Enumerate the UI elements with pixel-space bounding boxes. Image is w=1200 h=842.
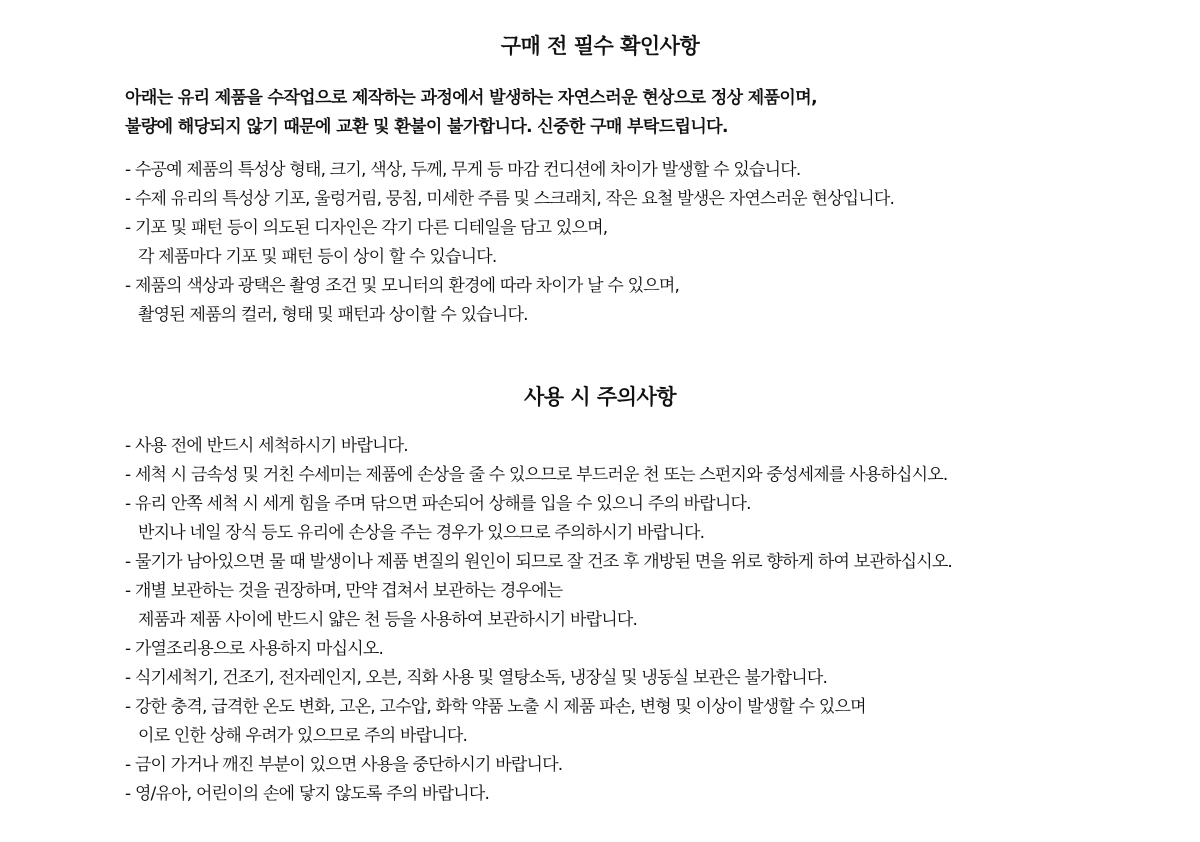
list-item-text: - 강한 충격, 급격한 온도 변화, 고온, 고수압, 화학 약품 노출 시 제품 파손, 변형 및 이상이 발생할 수 있으며 <box>125 697 866 717</box>
usage-section-title: 사용 시 주의사항 <box>523 385 677 409</box>
list-item-continuation: 반지나 네일 장식 등도 유리에 손상을 주는 경우가 있으므로 주의하시기 바랍니다. <box>138 523 705 543</box>
purchase-check-list <box>125 156 1125 330</box>
list-item-text: - 가열조리용으로 사용하지 마십시오. <box>125 639 384 659</box>
purchase-notice-line: 아래는 유리 제품을 수작업으로 제작하는 과정에서 발생하는 자연스러운 현상으로 정상 제품이며, <box>125 88 817 108</box>
list-item <box>125 272 1125 330</box>
list-item <box>125 751 1125 780</box>
list-item-continuation: 제품과 제품 사이에 반드시 얇은 천 등을 사용하여 보관하시기 바랍니다. <box>138 610 638 630</box>
list-item <box>125 490 1125 548</box>
list-item <box>125 548 1125 577</box>
purchase-notice-line: 불량에 해당되지 않기 때문에 교환 및 환불이 불가합니다. 신중한 구매 부탁드립니다. <box>125 117 728 137</box>
list-item-text: - 세척 시 금속성 및 거친 수세미는 제품에 손상을 줄 수 있으므로 부드러운 천 또는 스펀지와 중성세제를 사용하십시오. <box>125 465 948 485</box>
list-item-continuation: 이로 인한 상해 우려가 있으므로 주의 바랍니다. <box>138 726 468 746</box>
list-item-text: - 사용 전에 반드시 세척하시기 바랍니다. <box>125 436 408 456</box>
list-item <box>125 185 1125 214</box>
list-item-continuation: 촬영된 제품의 컬러, 형태 및 패턴과 상이할 수 있습니다. <box>138 305 528 325</box>
list-item <box>125 432 1125 461</box>
list-item-text: - 금이 가거나 깨진 부분이 있으면 사용을 중단하시기 바랍니다. <box>125 755 563 775</box>
list-item-text: - 식기세척기, 건조기, 전자레인지, 오븐, 직화 사용 및 열탕소독, 냉장실 및 냉동실 보관은 불가합니다. <box>125 668 828 688</box>
list-item-text: - 기포 및 패턴 등이 의도된 디자인은 각기 다른 디테일을 담고 있으며, <box>125 218 608 238</box>
list-item-text: - 유리 안쪽 세척 시 세게 힘을 주며 닦으면 파손되어 상해를 입을 수 있으니 주의 바랍니다. <box>125 494 751 514</box>
list-item <box>125 461 1125 490</box>
list-item <box>125 214 1125 272</box>
list-item <box>125 156 1125 185</box>
list-item-continuation: 각 제품마다 기포 및 패턴 등이 상이 할 수 있습니다. <box>138 247 497 267</box>
list-item <box>125 664 1125 693</box>
purchase-section-title: 구매 전 필수 확인사항 <box>500 34 700 58</box>
list-item <box>125 693 1125 751</box>
list-item-text: - 영/유아, 어린이의 손에 닿지 않도록 주의 바랍니다. <box>125 784 490 804</box>
list-item-text: - 수제 유리의 특성상 기포, 울렁거림, 뭉침, 미세한 주름 및 스크래치, 작은 요철 발생은 자연스러운 현상입니다. <box>125 189 895 209</box>
list-item-text: - 수공예 제품의 특성상 형태, 크기, 색상, 두께, 무게 등 마감 컨디션에 차이가 발생할 수 있습니다. <box>125 160 801 180</box>
list-item-text: - 제품의 색상과 광택은 촬영 조건 및 모니터의 환경에 따라 차이가 날 수 있으며, <box>125 276 680 296</box>
list-item <box>125 635 1125 664</box>
purchase-notice <box>125 84 1125 142</box>
list-item <box>125 577 1125 635</box>
usage-caution-list <box>125 432 1125 809</box>
list-item-text: - 개별 보관하는 것을 권장하며, 만약 겹쳐서 보관하는 경우에는 <box>125 581 563 601</box>
list-item-text: - 물기가 남아있으면 물 때 발생이나 제품 변질의 원인이 되므로 잘 건조 후 개방된 면을 위로 향하게 하여 보관하십시오. <box>125 552 953 572</box>
list-item <box>125 780 1125 809</box>
